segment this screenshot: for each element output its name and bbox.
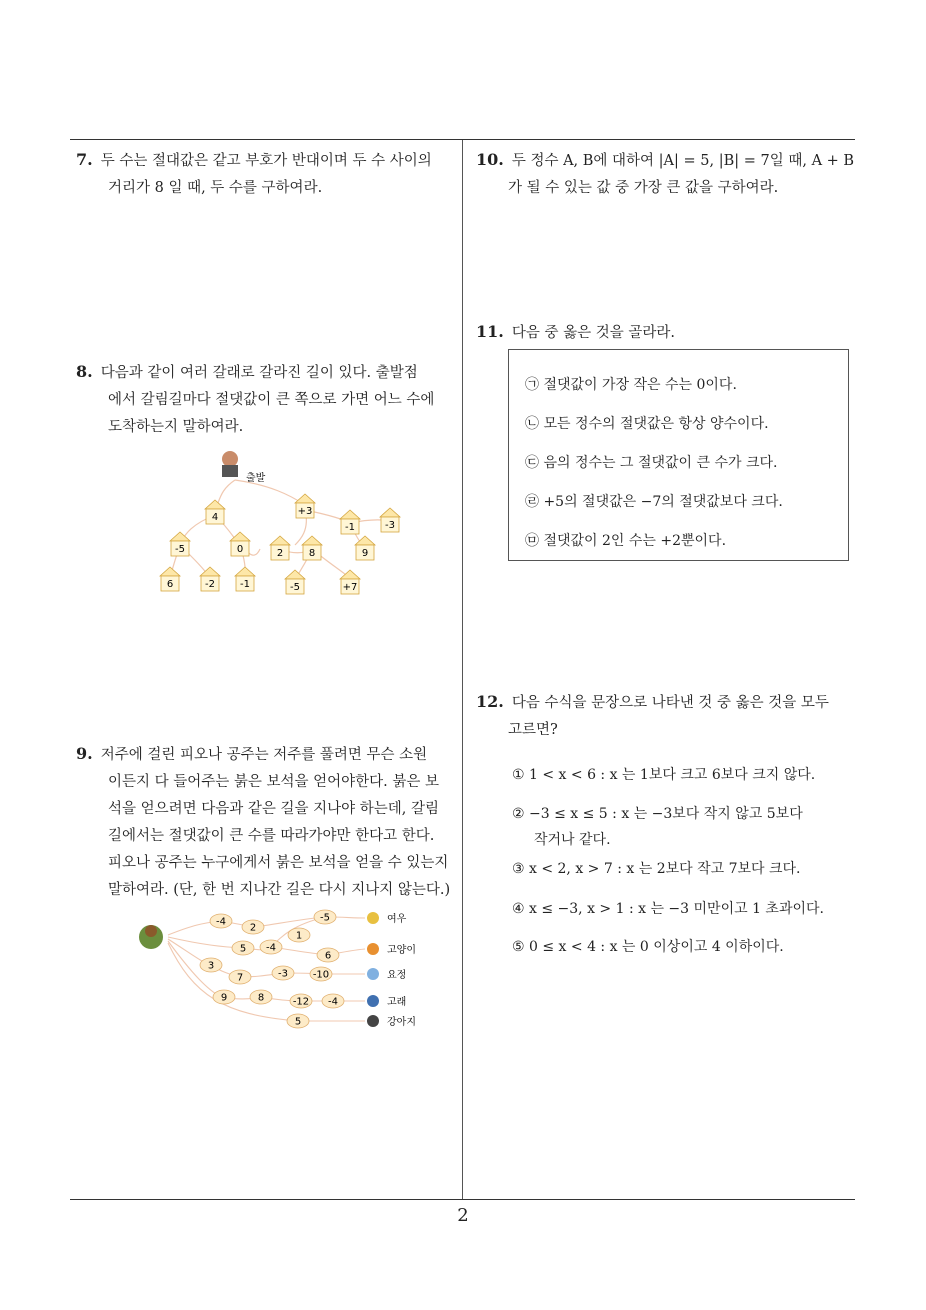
statements-box [508, 349, 849, 561]
path-node [310, 967, 332, 981]
question-number: 10. [476, 150, 504, 169]
question-12 [476, 688, 866, 744]
svg-text:-5: -5 [320, 912, 330, 924]
path-node [272, 966, 294, 980]
path-node [229, 970, 251, 984]
question-text: 도착하는지 말하여라. [108, 419, 244, 435]
animal-icon [367, 995, 379, 1007]
svg-text:-3: -3 [278, 968, 288, 980]
statement-item: ㉣ +5의 절댓값은 −7의 절댓값보다 크다. [525, 494, 783, 510]
option-2-continued: 작거나 같다. [534, 832, 611, 848]
fiona-icon [139, 925, 163, 949]
svg-text:7: 7 [236, 972, 244, 984]
option-4: ④ x ≤ −3, x > 1 : x 는 −3 미만이고 1 초과이다. [512, 901, 824, 917]
svg-text:강아지: 강아지 [387, 1017, 416, 1028]
column-divider [462, 140, 463, 1200]
animal-destination [367, 995, 406, 1008]
svg-text:4: 4 [211, 512, 219, 523]
svg-text:8: 8 [308, 548, 316, 559]
animal-icon [367, 943, 379, 955]
question-text: 저주에 걸린 피오나 공주는 저주를 풀려면 무슨 소원 [100, 747, 428, 763]
animal-destination [367, 943, 416, 956]
question-text: 두 정수 A, B에 대하여 |A| = 5, |B| = 7일 때, A + B [511, 153, 855, 169]
svg-text:고래: 고래 [387, 997, 407, 1008]
svg-text:5: 5 [239, 943, 247, 955]
svg-text:-5: -5 [175, 544, 185, 555]
svg-text:고양이: 고양이 [387, 945, 416, 956]
question-text: 다음과 같이 여러 갈래로 갈라진 길이 있다. 출발점 [100, 365, 418, 381]
animal-icon [367, 912, 379, 924]
svg-text:6: 6 [324, 950, 332, 962]
svg-text:-12: -12 [292, 996, 310, 1008]
statement-item: ㉢ 음의 정수는 그 절댓값이 큰 수가 크다. [525, 455, 778, 471]
path-node [242, 920, 264, 934]
question-text: 거리가 8 일 때, 두 수를 구하여라. [108, 180, 323, 196]
svg-text:-4: -4 [216, 916, 226, 928]
path-node [287, 1014, 309, 1028]
house-node [170, 532, 190, 556]
statement-item: ㉤ 절댓값이 2인 수는 +2뿐이다. [525, 533, 727, 549]
path-node [317, 948, 339, 962]
path-node [210, 914, 232, 928]
animal-icon [367, 1015, 379, 1027]
question-7 [76, 146, 461, 202]
start-character [222, 451, 238, 477]
svg-text:6: 6 [166, 579, 174, 590]
house-node [340, 570, 360, 594]
house-node [380, 508, 400, 532]
svg-text:5: 5 [294, 1016, 302, 1028]
question-text: 가 될 수 있는 값 중 가장 큰 값을 구하여라. [508, 180, 779, 196]
question-10 [476, 146, 866, 202]
svg-text:여우: 여우 [387, 914, 407, 925]
question-number: 8. [76, 362, 93, 381]
house-node [355, 536, 375, 560]
path-diagram-animals [133, 905, 433, 1035]
start-label: 출발 [246, 473, 266, 484]
svg-text:-1: -1 [345, 522, 355, 533]
question-text: 다음 수식을 문장으로 나타낸 것 중 옳은 것을 모두 [511, 695, 829, 711]
svg-text:0: 0 [236, 544, 244, 555]
svg-text:9: 9 [220, 992, 228, 1004]
svg-text:-4: -4 [328, 996, 338, 1008]
path-node [288, 928, 310, 942]
svg-text:-2: -2 [205, 579, 215, 590]
path-node [260, 940, 282, 954]
svg-text:-1: -1 [240, 579, 250, 590]
animal-destination [367, 968, 406, 981]
svg-text:-4: -4 [266, 942, 276, 954]
svg-text:요정: 요정 [387, 970, 407, 981]
question-number: 7. [76, 150, 93, 169]
path-node [322, 994, 344, 1008]
page-number: 2 [457, 1205, 469, 1226]
question-text: 다음 중 옳은 것을 골라라. [511, 325, 675, 341]
question-text: 이든지 다 들어주는 붉은 보석을 얻어야한다. 붉은 보 [108, 774, 440, 790]
svg-text:8: 8 [257, 992, 265, 1004]
question-text: 두 수는 절대값은 같고 부호가 반대이며 두 수 사이의 [100, 153, 432, 169]
question-text: 길에서는 절댓값이 큰 수를 따라가야만 한다고 한다. [108, 828, 435, 844]
house-node [285, 570, 305, 594]
svg-text:+3: +3 [297, 506, 313, 517]
svg-text:-10: -10 [312, 969, 330, 981]
house-node [340, 510, 360, 534]
house-node [302, 536, 322, 560]
house-node [295, 494, 315, 518]
statement-item: ㉡ 모든 정수의 절댓값은 항상 양수이다. [525, 416, 769, 432]
path-node [213, 990, 235, 1004]
house-node [160, 567, 180, 591]
path-node [232, 941, 254, 955]
house-node [205, 500, 225, 524]
statement-item: ㉠ 절댓값이 가장 작은 수는 0이다. [525, 377, 737, 393]
option-3: ③ x < 2, x > 7 : x 는 2보다 작고 7보다 크다. [512, 861, 801, 877]
animal-destination [367, 912, 407, 925]
svg-text:3: 3 [207, 960, 215, 972]
svg-text:+7: +7 [342, 582, 358, 593]
question-number: 9. [76, 744, 93, 763]
house-node [270, 536, 290, 560]
question-text: 에서 갈림길마다 절댓값이 큰 쪽으로 가면 어느 수에 [108, 392, 435, 408]
animal-icon [367, 968, 379, 980]
question-number: 12. [476, 692, 504, 711]
svg-text:1: 1 [295, 930, 303, 942]
svg-text:-3: -3 [385, 520, 395, 531]
path-node [250, 990, 272, 1004]
question-text: 고르면? [508, 722, 558, 738]
svg-text:2: 2 [249, 922, 257, 934]
animal-destination [367, 1015, 416, 1028]
option-2: ② −3 ≤ x ≤ 5 : x 는 −3보다 작지 않고 5보다 [512, 806, 803, 822]
question-8 [76, 358, 461, 441]
svg-text:-5: -5 [290, 582, 300, 593]
question-11 [476, 318, 866, 347]
path-node [200, 958, 222, 972]
house-node [200, 567, 220, 591]
house-node [235, 567, 255, 591]
svg-text:9: 9 [361, 548, 369, 559]
option-5: ⑤ 0 ≤ x < 4 : x 는 0 이상이고 4 이하이다. [512, 939, 784, 955]
question-9 [76, 740, 461, 904]
option-1: ① 1 < x < 6 : x 는 1보다 크고 6보다 크지 않다. [512, 767, 816, 783]
question-number: 11. [476, 322, 504, 341]
question-text: 석을 얻으려면 다음과 같은 길을 지나야 하는데, 갈림 [108, 801, 440, 817]
bottom-rule [70, 1199, 855, 1200]
svg-text:2: 2 [276, 548, 284, 559]
path-diagram-houses [150, 445, 420, 605]
path-node [314, 910, 336, 924]
path-node [290, 994, 312, 1008]
question-text: 피오나 공주는 누구에게서 붉은 보석을 얻을 수 있는지 [108, 855, 449, 871]
question-text: 말하여라. (단, 한 번 지나간 길은 다시 지나지 않는다.) [108, 882, 451, 898]
